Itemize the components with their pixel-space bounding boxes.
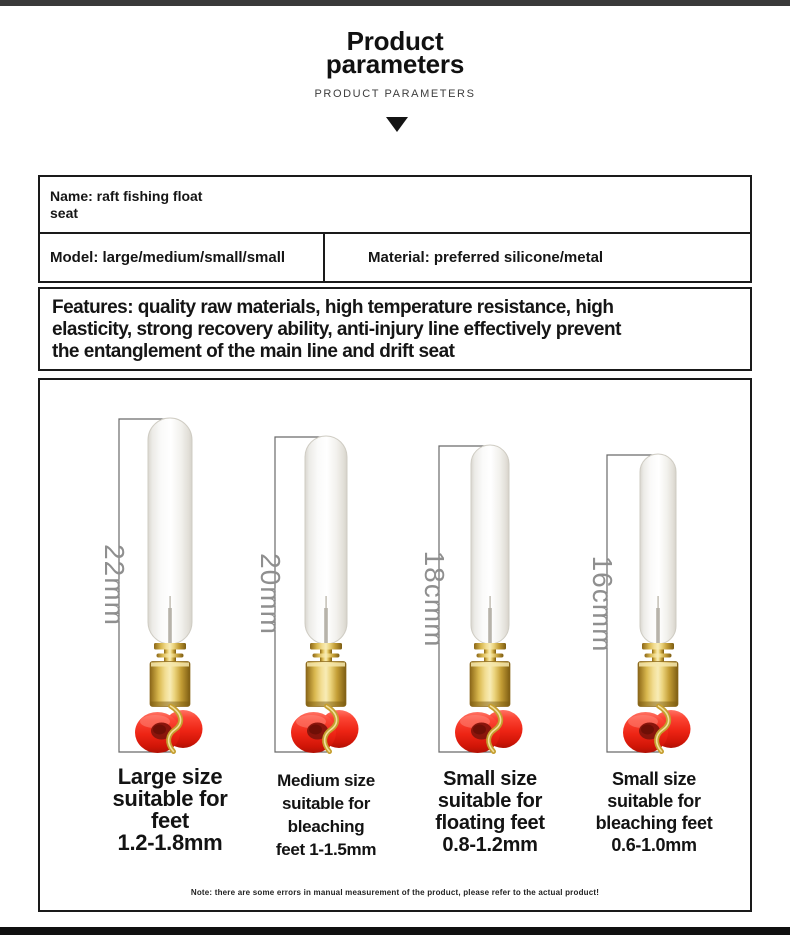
features-line3: the entanglement of the main line and drift seat [52,341,455,362]
name-row [40,177,750,234]
brass-cylinder [306,662,346,707]
down-arrow-icon [386,117,408,132]
float-tube [148,418,192,644]
tube-antenna [489,596,491,610]
product-figure-medium [241,410,411,760]
page-title [0,26,790,79]
product-label-small-bleaching: Small size suitable for bleaching feet 0.6-1.0mm [595,769,713,855]
tube-antenna [657,596,659,610]
measure-label: 20mm [255,553,286,635]
product-label-large: Large size suitable for feet 1.2-1.8mm [112,764,228,855]
spec-table [38,175,752,283]
brass-collar [310,643,342,662]
brass-cylinder [150,662,190,707]
measure-label: 18cmm [419,550,450,648]
features-box [38,287,752,371]
float-tube [305,436,347,644]
material-cell: Material: preferred silicone/metal [368,249,604,266]
float-tube [640,454,676,644]
brass-collar [474,643,506,662]
brass-collar [154,643,186,662]
page-title-line2: parameters [325,49,465,79]
name-cell [50,188,250,222]
brass-collar [642,643,674,662]
product-figure-small-floating [405,410,575,760]
top-bar [0,0,790,6]
float-tube [471,445,509,644]
product-image-box [38,378,752,912]
note-text: Note: there are some errors in manual measurement of the product, please refer to the actual product! [190,888,600,897]
tube-antenna [325,596,327,610]
page-subtitle: PRODUCT PARAMETERS [314,88,476,100]
product-figure-large [85,410,255,760]
product-label-medium: Medium size suitable for bleaching feet 1-1.5mm [275,771,377,859]
page-title-line1: Product [346,26,444,56]
features-line1: Features: quality raw materials, high temperature resistance, high [52,297,614,318]
tube-antenna [169,596,171,610]
product-label-small-floating: Small size suitable for floating feet 0.8-1.2mm [435,768,545,856]
product-figure-small-bleaching [573,410,743,760]
name-line2: seat [50,205,79,221]
bottom-bar [0,927,790,935]
model-cell: Model: large/medium/small/small [40,234,325,281]
name-line1: Name: raft fishing float [50,188,203,204]
features-line2: elasticity, strong recovery ability, anti-injury line effectively prevent [52,319,621,340]
model-material-row [40,234,750,281]
measure-label: 16cmm [587,555,618,653]
measure-label: 22mm [99,544,130,626]
brass-cylinder [638,662,678,707]
brass-cylinder [470,662,510,707]
